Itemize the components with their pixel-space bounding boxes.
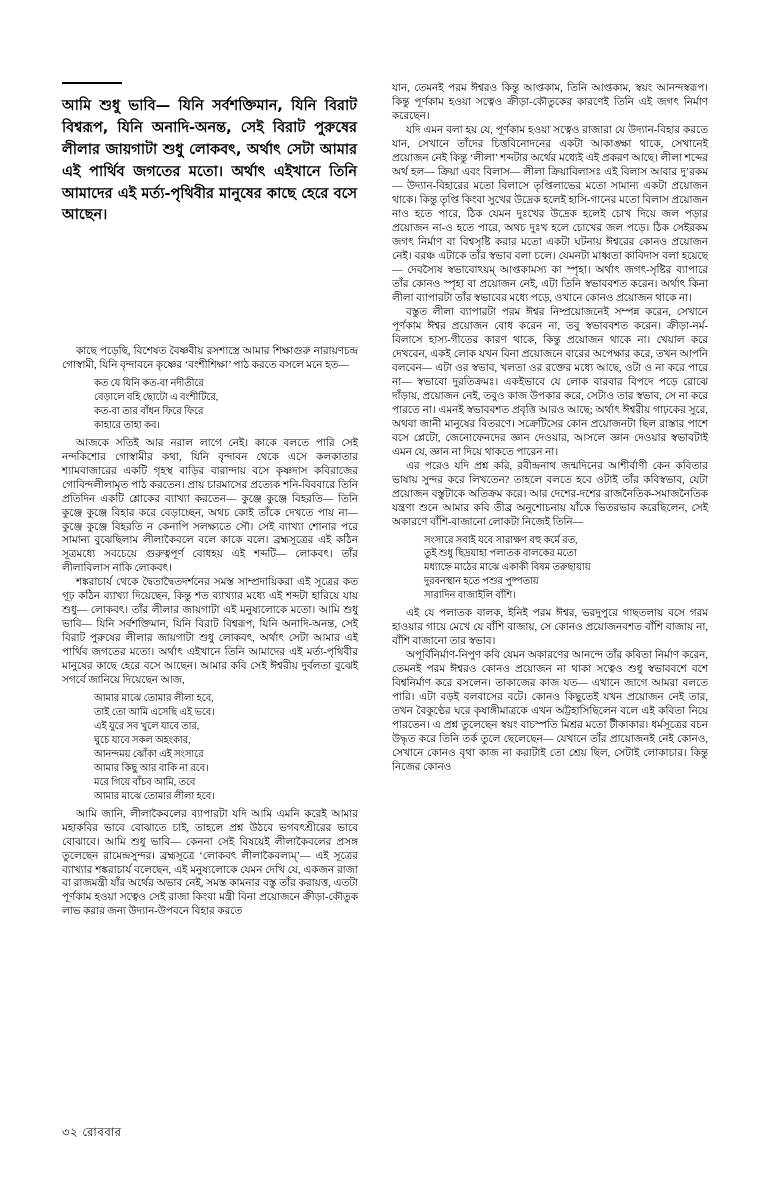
verse-line: সংসারে সবাই যবে সারাক্ষণ বহু কর্মে রত,	[424, 534, 578, 546]
verse-block	[62, 377, 358, 433]
body-paragraph: অপূর্বিনির্মাণ-নিপুণ কবি যেমন অকারণের আনন্দে তাঁর কবিতা নির্মাণ করেন, তেমনই পরম ঈশ্বরও কোনও প্রয়োজন না থাকা সত্বেও শুধু স্বভাববশে বশে বিশ্বনির্মাণ করে বসলেন। তাকাজের কাজ যত— এখানে জাগে আমরা বলতে পারি। এটা বড়ই বলবাসের বটে। কোনও কিছুতেই যখন প্রয়োজন নেই তার, তখন বৈকুণ্ঠের ঘরে কৃষাঙ্গীমাত্রকে এখন অট্টহাসিছিলেন বলে এই কবিতা নিয়ে পারতেন। এ প্রশ্ন তুলেছেন স্বয়ং বাচস্পতি মিশ্রর মতো টীকাকার। ধর্মসূত্রের বচন উদ্ধৃত করে তিনি তর্ক তুলে ছেলেছেন— যেখানে তাঁর প্রায়োজনই নেই কোনও, সেখানে কোনও বৃথা কাজ না করাটাই তো শ্রেয় ছিল, সেটাই লোকাচার। কিন্তু নিজের কোনও	[392, 649, 708, 773]
verse-line: আমার কিছু আর বাকি না রবে।	[94, 762, 209, 774]
body-paragraph: আজকে সতিই আর নরাল লাগে নেই। কাকে বলতে পারি সেই নন্দকিশোর গোস্বামীর কথা, যিনি বৃন্দাবন থেকে এসে কলকাতার শ্যামবাজারের একটি গৃহস্থ বাড়ির বারান্দায় বসে কৃষ্ণদাস কবিরাজের গোবিন্দলীলামৃত পাঠ করতেন। প্রায় চারমাসের প্রত্যেক শনি-বিববারে তিনি প্রতিদিন একটি শ্লোকের ব্যাখ্যা করতেন— কুঞ্জে কুঞ্জে বিহরতি— তিনি কুঞ্জে কুঞ্জে বিহার করে বেড়াচ্ছেন, অথচ কোই তাঁকে দেখতে পায় না— কুঞ্জে কুঞ্জে বিহরতি ন কেনাপি সলক্ষ্যতে সৌ। সেই ব্যাখ্যা শোনার পরে সামান্য বুঝেছিলাম লীলাকৈবলে বলে কাকে বলে। ব্রহ্মসূত্রের এই কঠিন সূত্রমধ্যে সবচেয়ে গুরুত্বপূর্ণ বোধহয় এই শব্দটি— লোকবৎ। তাঁর লীলাবিলাস নাকি লোকবৎ।	[62, 437, 358, 575]
body-paragraph: যদি এমন বলা হয় যে, পূর্ণকাম হওয়া সত্বেও রাজারা যে উদ্যান-বিহার করতে যান, সেখানে তাঁদের চিত্তবিনোদনের একটা আকাঙ্ক্ষা থাকে, সেখানেই প্রয়োজন নেই কিন্তু ‘লীলা’ শব্দটার অর্থের মধ্যেই এই প্রকরণ আছে। লীলা শব্দের অর্থ হল— ক্রিয়া এবং বিলাস— লীলা ক্রিয়াবিলাসঃ এই বিলাস আবার দু’রকম— উদ্যান-বিহারের মতো বিলাসে তৃপ্তিলাভের মতো সামান্য একটা প্রয়োজন থাকে। কিন্তু তৃপ্তি কিংবা সুখের উদ্রেক হলেই হাসি-গানের মতো বিলাস প্রয়োজন নাও হতে পারে, ঠিক যেমন দুঃখের উদ্রেক হলেই চোখ দিয়ে জল পড়ার প্রয়োজন না-ও হতে পারে, অথচ দুঃখ হলে চোখের জল পড়ে। ঠিক সেইরকম জগৎ নির্মাণ বা বিশ্বসৃষ্টি করার মতো একটা ঘটনায় ঈশ্বরের কোনও প্রয়োজন নেই। বরঞ্চ এটাকে তাঁর স্বভাব বলা চলে। যেমনটা মাধ্বতা কাবিদাস বলা হয়েছে— দেবস্যৈষ স্বভাবোঽয়ম্ আপ্তকামস্য কা স্পৃহা। অর্থাৎ জগৎ-সৃষ্টির ব্যাপারে তাঁর কোনও স্পৃহা বা প্রয়োজন নেই, এটা তিনি স্বভাববশত করেন। অর্থাৎ কিনা লীলা ব্যাপারটা তাঁর স্বভাবের মধ্যে পড়ে, ওখানে কোনও প্রয়োজন থাকে না।	[392, 124, 708, 304]
body-paragraph: আমি জানি, লীলাকৈবলের ব্যাপারটা যদি আমি এমনি করেই আমার মহাকবির ভাবে বোঝাতে চাই, তাহলে প্রশ্ন উঠবে ভগবৎশ্রীরের ভাবে বোঝাবে। আমি শুধু ভাবি— কেননা সেই বিষয়েই লীলাকৈবলের প্রসঙ্গ তুলেছেন রামেন্দ্রসুন্দর। ব্রহ্মসূত্রে ‘লোকবৎ লীলাকৈবল্যম্‌’— এই সূত্রের ব্যাখ্যার শঙ্করাচার্য বলেছেন, এই মনুষ্যলোকে যেমন দেখি যে, একজন রাজা বা রাজমন্ত্রী যাঁর অর্থের অভাব নেই, সমস্ত কামনার বস্তু তাঁর করায়ত্ত, এতটা পূর্ণকাম হওয়া সত্বেও সেই রাজা কিংবা মন্ত্রী বিনা প্রয়োজনে ক্রীড়া-কৌতুক লাভ করার জন্য উদ্যান-উপবনে বিহার করতে	[62, 808, 358, 918]
verse-line: দুরবনস্থান হতে পশুর পুষ্পতায়	[424, 576, 539, 588]
page-folio: ৩২ রোববার	[62, 1125, 122, 1139]
verse-line: সারাদিন বাজাইলি বাঁশি।	[424, 590, 516, 602]
body-paragraph: বস্তুত লীলা ব্যাপারটা পরম ঈশ্বর নিষ্প্রয়োজনেই সম্পন্ন করেন, সেখানে পূর্ণকাম ঈশ্বর প্রয়োজন বোধ করেন না, তবু স্বভাববশত করেন। ক্রীড়া-নর্ম-বিলাসে হাস্য-গীতের কারণ থাকে, কিন্তু প্রয়োজন থাকে না। খেয়াল করে দেখবেন, একই লোক যখন বিনা প্রয়োজনে বারের অপেক্ষার করে, তখন আপনি বলবেন— এটা ওর স্বভাব, খলতা ওর রক্তের মধ্যে আছে, ওটা ও না করে পারে না— স্বভাবো দুরতিক্রমঃ। একইভাবে যে লোক বারবার বিপদে পড়ে রোঝে দাঁড়ায়, প্রয়োজন নেই, তবুও কাজ উপকার করে, সেটাও তার স্বভাব, সে না করে পারতে না। এমনই স্বভাববশত প্রবৃত্তি আরও আছে; অর্থাৎ ঈশ্বরীয় গাঢ়কের সুরে, অথবা জানী মানুষের বিতরণে। সক্রেটিসের কোন প্রয়োজনটা ছিল রাস্তার পাশে বসে প্লেটো, জেনোফেনদের জ্ঞান দেওয়ার, আসলে জ্ঞান দেওয়ার স্বভাবটাই এমন যে, জ্ঞান না দিয়ে থাকতে পারেন না।	[392, 306, 708, 458]
body-paragraph: শঙ্করাচার্য থেকে দ্বৈতাদ্বৈতদর্শনের সমস্ত সাম্প্রদায়িকরা এই সূত্রের কত গূঢ় কঠিন ব্যাখ্যা দিয়েছেন, কিন্তু শত ব্যাখ্যার মধ্যে এই শব্দটা হারিয়ে যায় শুধু— লোকবৎ। তাঁর লীলার জায়গাটা এই মনুষ্যলোকে মতো। আমি শুধু ভাবি— যিনি সর্বশক্তিমান, যিনি বিরাট বিশ্বরূপ, যিনি অনাদি-অনন্ত, সেই বিরাট পুরুষের লীলার জায়গাটা শুধু লোকবৎ, অর্থাৎ সেটা আমার এই পার্থিব জগতের মতো। অর্থাৎ এইখানে তিনি আমাদের এই মর্ত্য-পৃথিবীর মানুষের কাছে হেরে বসে আছেন। আমার কবি সেই ঈশ্বরীয় দুর্বলতা বুঝেই সগর্বে জানিয়ে দিয়েছেন আজ,	[62, 577, 358, 687]
verse-line: তুই শুধু ছিদ্রযাহা পলাতক বালকের মতো	[424, 548, 577, 560]
body-paragraph: কাছে পড়েছি, বিশেষত বৈষ্ণবীয় রসশাস্ত্রে আমার শিক্ষাগুরু নারায়ণচন্দ্র গোস্বামী, যিনি বৃন্দাবনে কৃষ্ণের ‘বংশীশিক্ষা’ পাঠ করতে বসলে মনে হত—	[62, 346, 358, 371]
verse-line: কাহারে তাহা কব।	[94, 419, 160, 431]
verse-block	[392, 534, 708, 604]
verse-line: আমার মাঝে তোমার লীলা হবে।	[94, 790, 215, 802]
pull-quote: আমি শুধু ভাবি— যিনি সর্বশক্তিমান, যিনি বিরাট বিশ্বরূপ, যিনি অনাদি-অনন্ত, সেই বিরাট পুরুষের লীলার জায়গাটা শুধু লোকবৎ, অর্থাৎ সেটা আমার এই পার্থিব জগতের মতো। অর্থাৎ এইখানে তিনি আমাদের এই মর্ত্য-পৃথিবীর মানুষের কাছে হেরে বসে আছেন।	[62, 97, 357, 224]
body-paragraph: এই যে পলাতক বালক, ইনিই পরম ঈশ্বর, ভরদুপুরে গাছতলায় বসে গরম হাওয়ার গায়ে মেখে যে বাঁশি বাজায়, সে কোনও প্রয়োজনবশত বাঁশি বাজায় না, বাঁশি বাজানো তার স্বভাব।	[392, 608, 708, 647]
verse-block	[62, 692, 358, 803]
left-column	[62, 345, 358, 919]
verse-line: কত যে যিনি কত-বা নদীতীরে	[94, 377, 204, 389]
right-column	[392, 82, 708, 775]
verse-line: কত-বা তার বাঁধন ফিরে ফিরে	[94, 405, 204, 417]
verse-line: মরে গিয়ে বাঁচব আমি, তবে	[94, 776, 196, 788]
verse-line: এই যুরে সব খুলে যাবে তার,	[94, 721, 200, 733]
verse-line: বেড়ালে বহি ছোটো এ বংশীটিরে,	[94, 391, 219, 403]
body-paragraph: যান, তেমনই পরম ঈশ্বরও কিন্তু আপ্তকাম, তিনি আপ্তকাম, স্বয়ং আনন্দস্বরূপ। কিন্তু পূর্ণকাম হওয়া সত্বেও ক্রীড়া-কৌতুকের কারণেই তিনি এই জগৎ নির্মাণ করেছেন।	[392, 83, 708, 122]
body-paragraph: এর পরেও যদি প্রশ্ন করি, রবীন্দ্রনাথ জন্মদিনের আশীর্বাণী কেন কবিতার ভাষায় সুন্দর করে লিখতেন? তাহলে বলতে হবে ওটাই তাঁর কবিস্বভাব, যেটা প্রয়োজন বস্তুটাকে অতিক্রম করে। আর দেশের-দশের রাজনৈতিক-সমাজনৈতিক যন্ত্রণা শুনে আমার কবি তীব্র অনুশোচনায় যাঁকে ভিতরভাব করেছিলেন, সেই অকারণে বাঁশি-বাজানো লোকটা নিজেই তিনি—	[392, 460, 708, 528]
verse-line: ঘুচে যাবে সকল অহংকার,	[94, 735, 191, 747]
verse-line: আনন্দময় ঝোঁকা এই সংসারে	[94, 748, 204, 760]
decorative-rule	[62, 82, 122, 84]
verse-line: আমার মাঝে তোমার লীলা হবে,	[94, 693, 214, 705]
verse-line: তাই তো আমি এসেছি এই ভবে।	[94, 707, 215, 719]
verse-line: মধ্যাহ্নে মাঠের মাঝে একাকী বিষম তরুছায়ায়	[424, 562, 591, 574]
